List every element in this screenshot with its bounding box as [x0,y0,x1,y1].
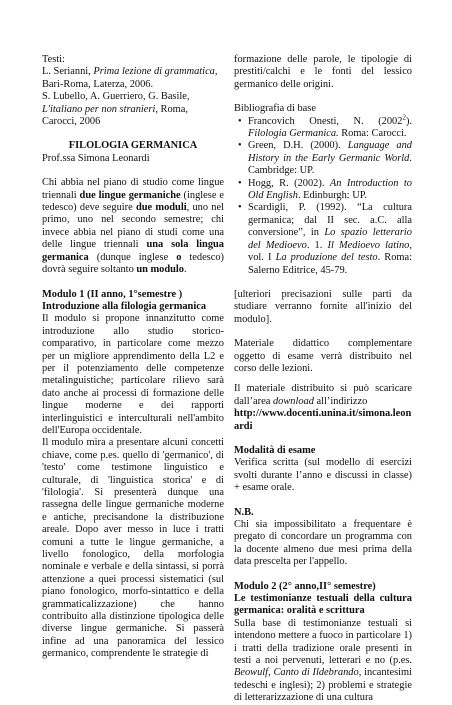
reference-serianni: L. Serianni, Prima lezione di grammatica, Bari-Roma, Laterza, 2006. [42,66,218,90]
bibliography-list [234,113,413,277]
module1-paragraph1: Il modulo si propone innanzitutto come introduzione allo studio storico-comparativo, in particolare come mezzo per un migliore apprendimento della L2 e per il potenziamento delle competenze metalinguistiche; particolare rilievo sarà dato anche ai processi di formazione delle lingue moderne e dei rapporti interlinguistici e interculturali nell'ambito dell'Europa occidentale. [42,313,224,436]
module1-paragraph2: Il modulo mira a presentare alcuni concetti chiave, come p.es. quello di 'germanico', di 'testo' come testimone linguistico e culturale, di 'linguistica storica' e di 'filologia'. Si presenterà dunque una rassegna delle lingue germaniche moderne e antiche, precisandone la distribuzione areale. Dopo aver messo in luce i tratti comuni a tutte le lingue germaniche, a livello fonologico, della morfologia nominale e verbale e della sintassi, si porrà attenzione a quei processi sistematici (sul piano fonologico, morfo-sintattico e della grammaticalizzazione) che hanno contribuito alla distinzione tipologica delle diverse lingue germaniche. Si passerà infine ad una panoramica del lessico germanico, comprendente le strategie di [42,437,224,660]
bibliography-item: • Francovich Onesti, N. (2002$^2$). Filologia Germanica. Roma: Carocci. [248,116,412,141]
download-url-link[interactable]: http://www.docenti.unina.it/simona.leonardi [234,408,412,432]
module1-heading: Modulo 1 (II anno, 1°semestre ) [42,288,183,300]
continuation-paragraph: formazione delle parole, le tipologie di prestiti/calchi e le fonti del lessico germanico delle origini. [234,54,412,90]
bibliography-item: • Green, D.H. (2000). Language and History in the Early Germanic World. Cambridge: UP. [248,140,412,177]
bibliography-item: • Scardigli, P. (1992). “La cultura germanica; dal II sec. a.C. alla conversione”, in Lo spazio letterario del Medioevo. 1. Il Medioevo latino, vol. I La produzione del testo. Roma: Salerno Editrice, 45-79. [248,202,412,276]
left-column [42,54,224,661]
right-column [234,54,412,705]
exam-paragraph: Verifica scritta (sul modello di esercizi svolti durante l’anno e discussi in classe) + esame orale. [234,457,412,494]
professor-name: Prof.ssa Simona Leonardi [42,152,150,164]
nb-paragraph: Chi sia impossibilitato a frequentare è pregato di concordare un programma con la docente almeno due mesi prima della data prescelta per l'appello. [234,519,412,568]
materials-paragraph: Materiale didattico complementare oggetto di esame verrà distribuito nel corso delle lezioni. [234,338,412,374]
module2-paragraph: Sulla base di testimonianze testuali si intendono mettere a fuoco in particolare 1) i tratti della tradizione orale presenti in testi a noi pervenuti, letterari e no (p.es. Beowulf, Canto di Ildebrando, incantesimi tedeschi e inglesi); 2) problemi e strategie di letterarizzazione di una cultura [234,617,412,704]
download-paragraph: Il materiale distribuito si può scaricare dall’area download all’indirizzo [234,383,412,407]
nb-heading: N.B. [234,506,254,518]
bibliography-heading: Bibliografia di base [234,103,316,115]
bibliography-item: • Hogg, R. (2002). An Introduction to Old English. Edinburgh: UP. [248,178,412,203]
intro-paragraph: Chi abbia nel piano di studio come lingue triennali due lingue germaniche (inglese e tedesco) deve seguire due moduli, uno nel primo, uno nel secondo semestre; chi invece abbia nel piano di studi come una delle lingue triennali una sola lingua germanica (dunque inglese o tedesco) dovrà seguire soltanto un modulo. [42,177,224,276]
module2-heading: Modulo 2 (2° anno,II° semestre) [234,580,376,592]
module2-subheading: Le testimonianze testuali della cultura germanica: oralità e scrittura [234,593,412,617]
exam-heading: Modalità di esame [234,444,316,456]
module1-subheading: Introduzione alla filologia germanica [42,300,207,312]
reference-lubello: S. Lubello, A. Guerriero, G. Basile, L'italiano per non stranieri, Roma, Carocci, 2006 [42,91,190,128]
texts-heading: Testi: [42,54,65,65]
course-title: FILOLOGIA GERMANICA [68,140,198,152]
further-info-note: [ulteriori precisazioni sulle parti da studiare verranno fornite all'inizio del modulo]. [234,288,412,325]
